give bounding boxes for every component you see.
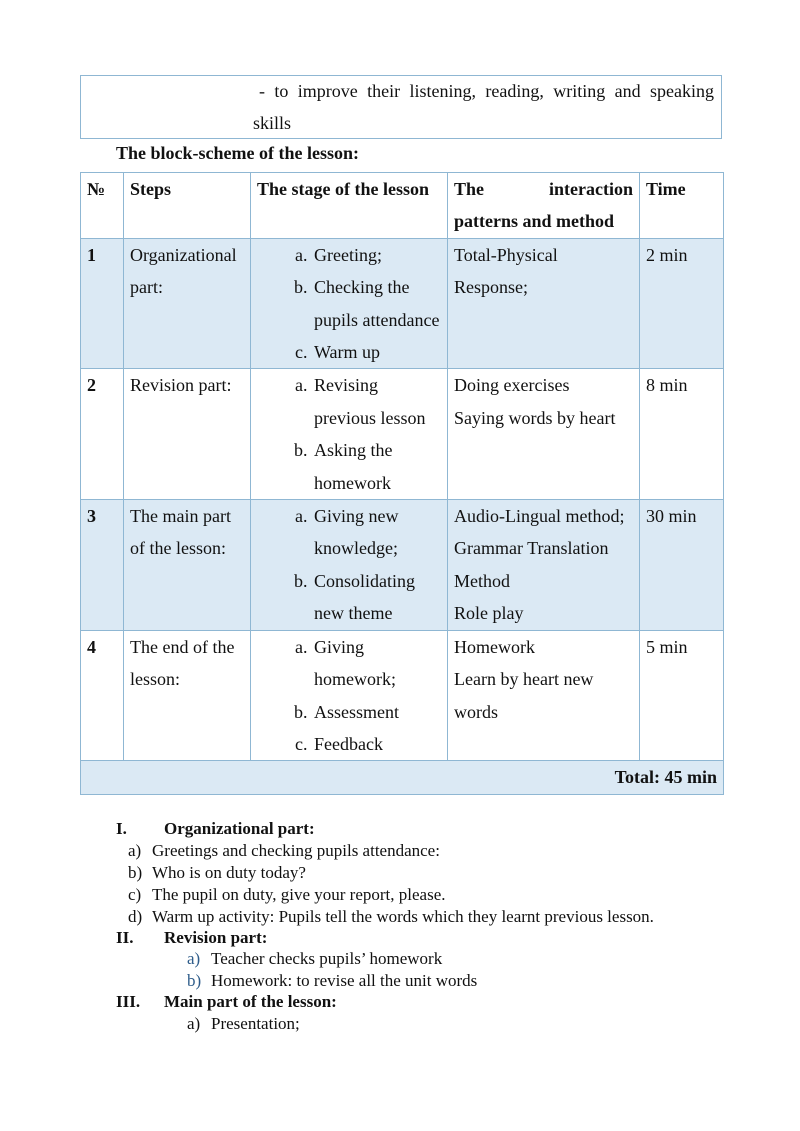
list-item [128, 884, 446, 906]
list-text: Teacher checks pupils’ homework [211, 949, 443, 968]
stage-item: c. Warm up [312, 336, 441, 368]
section-numeral: III. [116, 992, 141, 1011]
row-number: 3 [81, 500, 124, 631]
section-numeral: II. [116, 928, 134, 947]
stage-item: b. Consolidating new theme [312, 565, 441, 630]
list-item [187, 970, 477, 992]
objective-line-2: skills [253, 113, 292, 133]
objectives-box [80, 75, 722, 139]
section-title: Main part of the lesson: [164, 992, 337, 1011]
method-line: Role play [454, 603, 524, 624]
method-line: Doing exercises [454, 375, 570, 396]
table-row [81, 238, 724, 369]
method-line: Grammar Translation Method [454, 538, 609, 591]
stage-item: a. Giving new knowledge; [312, 500, 441, 565]
list-text: Homework: to revise all the unit words [211, 971, 478, 990]
row-methods [448, 500, 640, 631]
stage-item: b. Asking the homework [312, 434, 441, 499]
header-number: № [81, 173, 124, 239]
row-methods [448, 238, 640, 369]
row-stages [251, 500, 448, 631]
list-item [128, 840, 440, 862]
row-time: 2 min [640, 238, 724, 369]
list-text: Greetings and checking pupils attendance: [152, 841, 440, 860]
header-interaction: The interaction patterns and method [448, 173, 640, 239]
table-row [81, 500, 724, 631]
list-marker: d) [128, 907, 143, 926]
table-header-row [81, 173, 724, 239]
row-time: 5 min [640, 630, 724, 761]
row-methods [448, 369, 640, 500]
table-total-row [81, 761, 724, 794]
stage-item: a. Greeting; [312, 239, 441, 271]
stage-item: c. Feedback [312, 728, 441, 760]
method-line: Learn by heart new words [454, 669, 594, 722]
list-item [187, 1013, 300, 1035]
row-number: 2 [81, 369, 124, 500]
row-number: 4 [81, 630, 124, 761]
list-marker: b) [128, 863, 143, 882]
row-step: The main part of the lesson: [124, 500, 251, 631]
row-number: 1 [81, 238, 124, 369]
list-item [128, 906, 654, 928]
list-marker: c) [128, 885, 142, 904]
block-scheme-title: The block-scheme of the lesson: [116, 143, 359, 163]
list-text: The pupil on duty, give your report, please. [152, 885, 446, 904]
row-methods [448, 630, 640, 761]
list-text: Warm up activity: Pupils tell the words which they learnt previous lesson. [152, 907, 654, 926]
list-item [187, 948, 442, 970]
list-marker: b) [187, 971, 202, 990]
row-time: 8 min [640, 369, 724, 500]
method-line: Homework [454, 636, 535, 657]
row-stages [251, 369, 448, 500]
method-line: Audio-Lingual method; [454, 506, 625, 527]
stage-item: b. Checking the pupils attendance [312, 271, 441, 336]
row-step: Organizational part: [124, 238, 251, 369]
row-stages [251, 630, 448, 761]
stage-item: a. Revising previous lesson [312, 369, 441, 434]
table-row [81, 630, 724, 761]
table-row [81, 369, 724, 500]
stage-item: b. Assessment [312, 696, 441, 728]
block-scheme-table [80, 172, 724, 795]
section-title: Revision part: [164, 928, 268, 947]
row-stages [251, 238, 448, 369]
header-stage: The stage of the lesson [251, 173, 448, 239]
section-numeral: I. [116, 819, 127, 838]
header-time: Time [640, 173, 724, 239]
method-line: Total-Physical Response; [454, 244, 558, 298]
stage-item: a. Giving homework; [312, 631, 441, 696]
method-line: Saying words by heart [454, 407, 616, 428]
list-item [128, 862, 306, 884]
section-title: Organizational part: [164, 819, 315, 838]
list-marker: a) [128, 841, 142, 860]
list-marker: a) [187, 1014, 201, 1033]
row-step: Revision part: [124, 369, 251, 500]
list-marker: a) [187, 949, 201, 968]
row-time: 30 min [640, 500, 724, 631]
list-text: Presentation; [211, 1014, 300, 1033]
header-steps: Steps [124, 173, 251, 239]
list-text: Who is on duty today? [152, 863, 306, 882]
objective-line-1: - to improve their listening, reading, writing and speaking [259, 81, 714, 101]
total-time: Total: 45 min [81, 761, 724, 794]
row-step: The end of the lesson: [124, 630, 251, 761]
